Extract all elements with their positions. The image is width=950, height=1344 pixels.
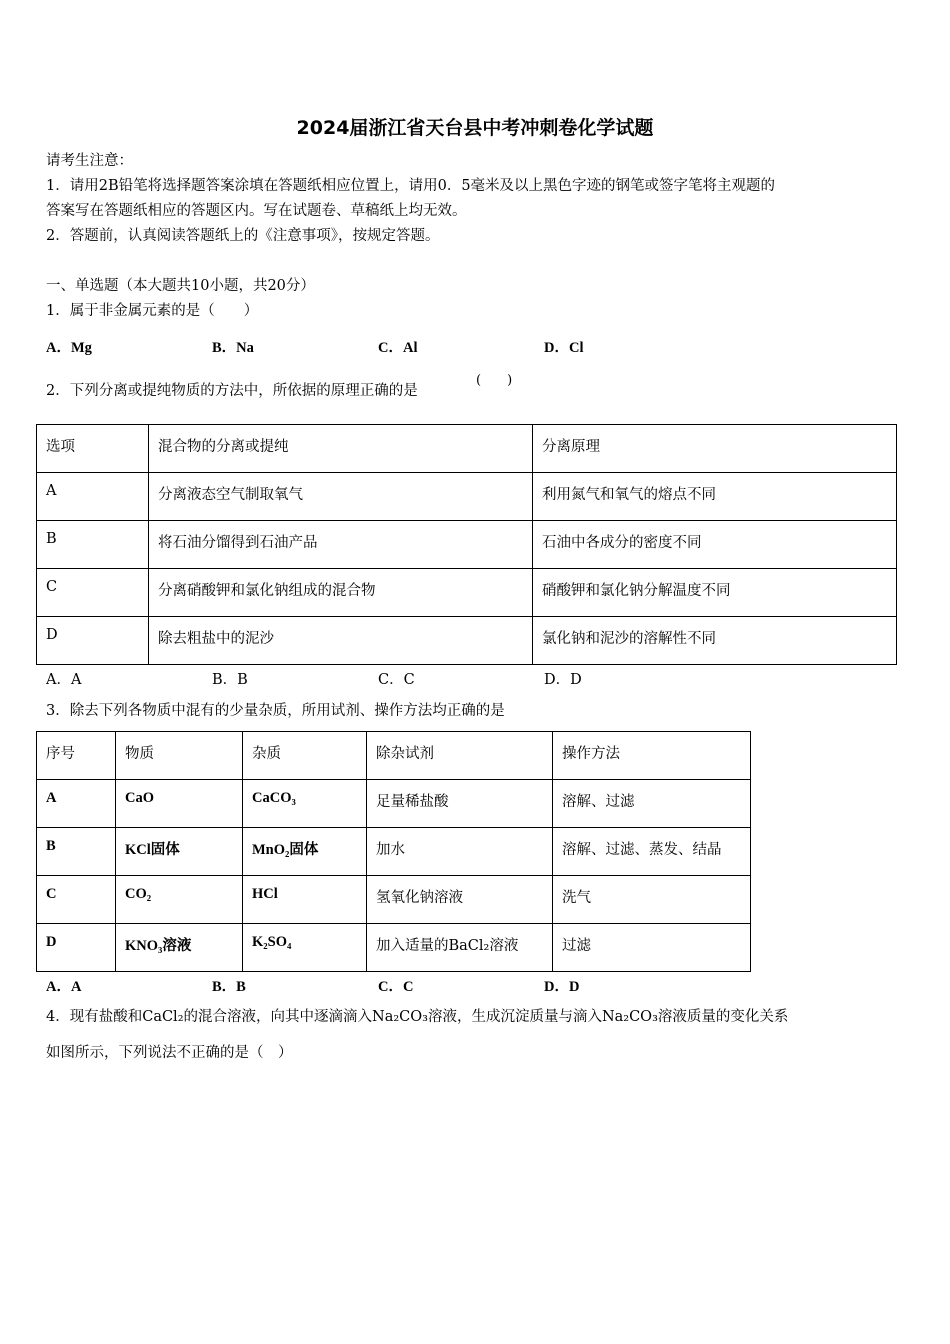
table-cell: 分离原理	[533, 425, 897, 473]
table-cell: 洗气	[553, 876, 751, 924]
table-cell: CaCO₃	[243, 780, 367, 828]
table-cell: 利用氮气和氧气的熔点不同	[533, 473, 897, 521]
table-cell: 操作方法	[553, 732, 751, 780]
q1-option-b: B．Na	[212, 340, 254, 356]
table-row	[37, 828, 751, 876]
q1-option-d: D．Cl	[544, 340, 584, 356]
q2-option-a: A．A	[46, 672, 82, 688]
table-cell: KCl固体	[116, 828, 243, 876]
table-cell: 序号	[37, 732, 116, 780]
table-cell: 过滤	[553, 924, 751, 972]
table-header-row	[37, 425, 897, 473]
q2-paren: ( )	[476, 373, 513, 388]
table-cell: 溶解、过滤、蒸发、结晶	[553, 828, 751, 876]
table-row	[37, 876, 751, 924]
notice-line-2: 答案写在答题纸相应的答题区内。写在试题卷、草稿纸上均无效。	[46, 203, 467, 219]
table-cell: 硝酸钾和氯化钠分解温度不同	[533, 569, 897, 617]
table-cell: 物质	[116, 732, 243, 780]
notice-heading: 请考生注意：	[46, 153, 133, 169]
q1-option-a: A．Mg	[46, 340, 92, 356]
table-cell: 分离硝酸钾和氯化钠组成的混合物	[149, 569, 533, 617]
q4-line-2: 如图所示，下列说法不正确的是（ ）	[46, 1045, 293, 1061]
table-cell: MnO₂固体	[243, 828, 367, 876]
q2-table	[36, 424, 897, 665]
table-cell: C	[37, 569, 149, 617]
table-cell: C	[37, 876, 116, 924]
q3-table	[36, 731, 751, 972]
table-row	[37, 473, 897, 521]
notice-line-1: 1．请用2B铅笔将选择题答案涂填在答题纸相应位置上，请用0．5毫米及以上黑色字迹的钢笔或签字笔将主观题的	[46, 178, 776, 194]
table-cell: 石油中各成分的密度不同	[533, 521, 897, 569]
table-cell: B	[37, 521, 149, 569]
table-cell: K₂SO₄	[243, 924, 367, 972]
q3-option-c: C．C	[378, 979, 414, 995]
table-cell: CaO	[116, 780, 243, 828]
table-cell: KNO₃溶液	[116, 924, 243, 972]
table-cell: 氯化钠和泥沙的溶解性不同	[533, 617, 897, 665]
table-row	[37, 924, 751, 972]
q1-stem: 1．属于非金属元素的是（ ）	[46, 303, 259, 319]
table-row	[37, 780, 751, 828]
notice-line-3: 2．答题前，认真阅读答题纸上的《注意事项》，按规定答题。	[46, 228, 440, 244]
q3-option-d: D．D	[544, 979, 580, 995]
q3-option-b: B．B	[212, 979, 246, 995]
table-cell: D	[37, 617, 149, 665]
table-cell: D	[37, 924, 116, 972]
table-cell: 杂质	[243, 732, 367, 780]
table-row	[37, 521, 897, 569]
table-cell: 除去粗盐中的泥沙	[149, 617, 533, 665]
table-cell: 除杂试剂	[367, 732, 553, 780]
table-cell: 分离液态空气制取氧气	[149, 473, 533, 521]
table-cell: HCl	[243, 876, 367, 924]
table-row	[37, 617, 897, 665]
table-cell: 溶解、过滤	[553, 780, 751, 828]
section-heading: 一、单选题（本大题共10小题，共20分）	[46, 278, 315, 294]
q3-stem: 3．除去下列各物质中混有的少量杂质，所用试剂、操作方法均正确的是	[46, 703, 505, 719]
q3-options	[46, 975, 726, 996]
page-title: 2024届浙江省天台县中考冲刺卷化学试题	[296, 117, 654, 139]
table-header-row	[37, 732, 751, 780]
table-cell: A	[37, 473, 149, 521]
table-row	[37, 569, 897, 617]
q2-option-c: C．C	[378, 672, 415, 688]
table-cell: 加水	[367, 828, 553, 876]
table-cell: 选项	[37, 425, 149, 473]
table-cell: B	[37, 828, 116, 876]
table-cell: 足量稀盐酸	[367, 780, 553, 828]
q2-stem: 2．下列分离或提纯物质的方法中，所依据的原理正确的是	[46, 383, 418, 399]
table-cell: A	[37, 780, 116, 828]
table-cell: CO₂	[116, 876, 243, 924]
q3-option-a: A．A	[46, 979, 82, 995]
table-cell: 混合物的分离或提纯	[149, 425, 533, 473]
q2-option-d: D．D	[544, 672, 582, 688]
table-cell: 加入适量的BaCl₂溶液	[367, 924, 553, 972]
q2-option-b: B．B	[212, 672, 248, 688]
q2-options	[46, 668, 726, 689]
table-cell: 将石油分馏得到石油产品	[149, 521, 533, 569]
table-cell: 氢氧化钠溶液	[367, 876, 553, 924]
q1-options	[46, 336, 726, 357]
q1-option-c: C．Al	[378, 340, 418, 356]
q4-line-1: 4．现有盐酸和CaCl₂的混合溶液，向其中逐滴滴入Na₂CO₃溶液，生成沉淀质量与滴入Na₂CO₃溶液质量的变化关系	[46, 1009, 789, 1025]
